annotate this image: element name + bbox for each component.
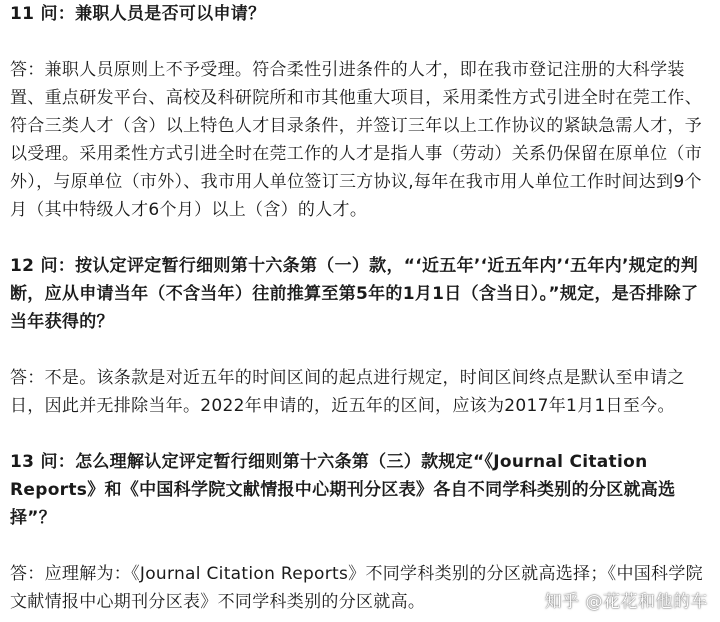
question-12: 12 问：按认定评定暂行细则第十六条第（一）款，“‘近五年’‘近五年内’‘五年内’规定的判断，应从申请当年（不含当年）往前推算至第5年的1月1日（含当日）。”规定，是否排除了当年获得的？ bbox=[10, 256, 699, 332]
answer-13: 答：应理解为：《Journal Citation Reports》不同学科类别的分区就高选择；《中国科学院文献情报中心期刊分区表》不同学科类别的分区就高。 bbox=[10, 564, 703, 612]
question-13: 13 问：怎么理解认定评定暂行细则第十六条第（三）款规定“《Journal Citation Reports》和《中国科学院文献情报中心期刊分区表》各自不同学科类别的分区就高选择”？ bbox=[10, 452, 676, 528]
answer-12: 答：不是。该条款是对近五年的时间区间的起点进行规定，时间区间终点是默认至申请之日，因此并无排除当年。2022年申请的，近五年的区间，应该为2017年1月1日至今。 bbox=[10, 368, 685, 416]
question-11: 11 问：兼职人员是否可以申请？ bbox=[10, 4, 266, 24]
answer-11: 答：兼职人员原则上不予受理。符合柔性引进条件的人才，即在我市登记注册的大科学装置、重点研发平台、高校及科研院所和市其他重大项目，采用柔性方式引进全时在莞工作、符合三类人才（含）以上特色人才目录条件，并签订三年以上工作协议的紧缺急需人才，予以受理。采用柔性方式引进全时在莞工作的人才是指人事（劳动）关系仍保留在原单位（市外），与原单位（市外）、我市用人单位签订三方协议,每年在我市用人单位工作时间达到9个月（其中特级人才6个月）以上（含）的人才。 bbox=[10, 60, 702, 220]
zhihu-watermark: 知乎 @花花和他的车 bbox=[544, 592, 708, 612]
